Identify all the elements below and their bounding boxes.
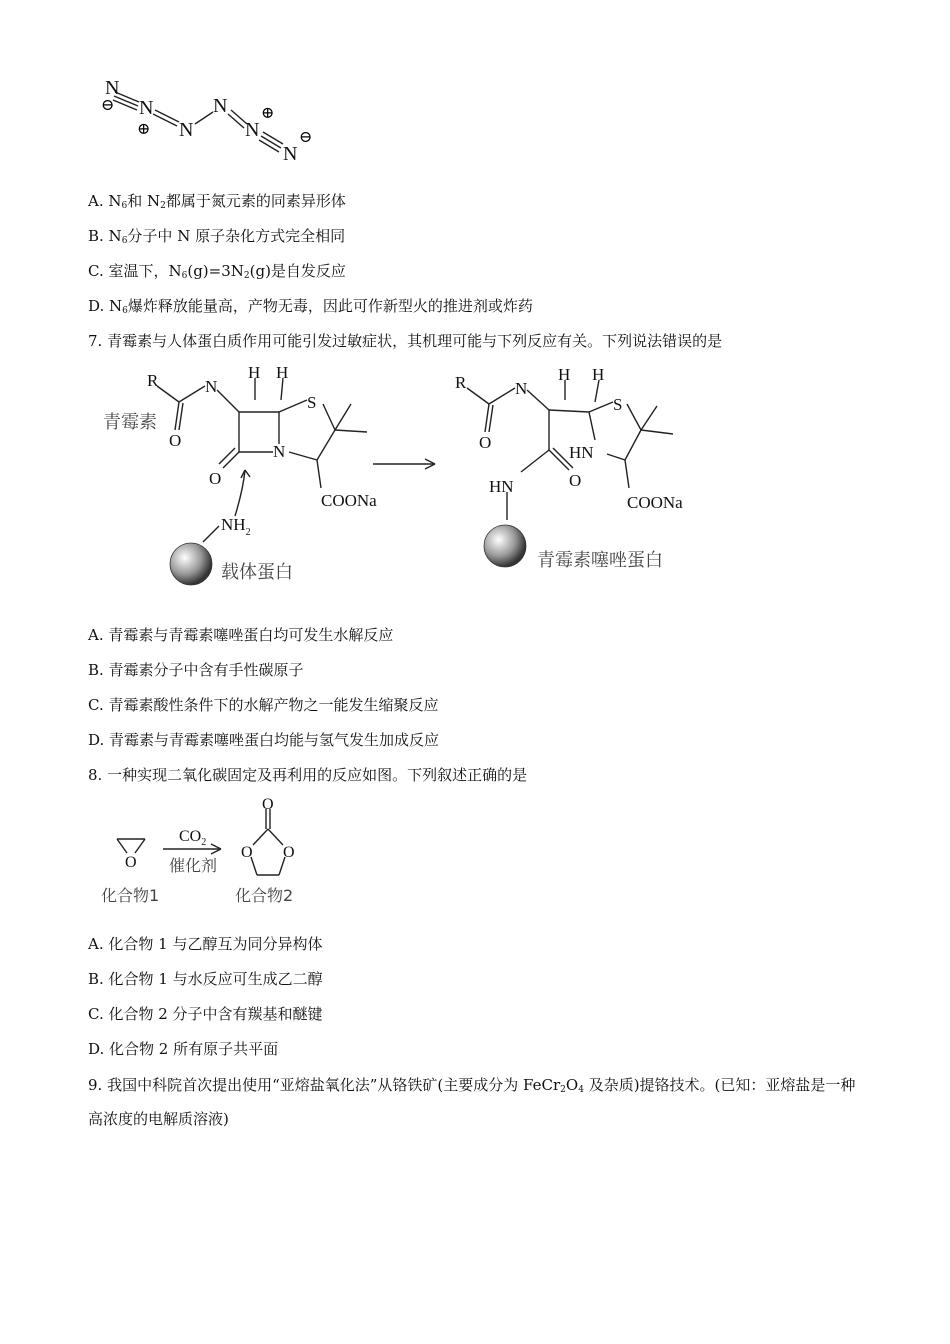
atom-s-left: S: [307, 393, 317, 412]
atom-hn-right: HN: [489, 477, 514, 496]
carrier-protein-ball: [170, 543, 212, 585]
atom-h-right-2: H: [592, 365, 605, 384]
compound2-o-left: O: [241, 844, 253, 861]
product-protein-ball: [484, 525, 526, 567]
atom-r-left: R: [147, 371, 159, 390]
atom-h-right-1: H: [558, 365, 571, 384]
q7-option-d: D. 青霉素与青霉素噻唑蛋白均能与氢气发生加成反应: [88, 731, 440, 749]
q8-option-a: A. 化合物 1 与乙醇互为同分异构体: [88, 935, 323, 953]
atom-n-left: N: [205, 377, 218, 396]
n6-atom-3: N: [179, 119, 194, 141]
q6-option-d: D. $N_6$爆炸释放能量高，产物无毒，因此可作新型火的推进剂或炸药: [88, 297, 533, 316]
compound2-label: 化合物2: [235, 886, 294, 905]
catalyst-label: 催化剂: [169, 856, 218, 875]
n6-atom-1: N: [105, 77, 120, 99]
q7-stem: 7. 青霉素与人体蛋白质作用可能引发过敏症状，其机理可能与下列反应有关。下列说法错误的是: [88, 332, 723, 350]
label-carrier-protein: 载体蛋白: [221, 562, 293, 583]
atom-o-right-2: O: [569, 471, 582, 490]
q7-option-a: A. 青霉素与青霉素噻唑蛋白均可发生水解反应: [88, 626, 394, 644]
n6-atom-4: N: [213, 95, 228, 117]
n6-structure: [95, 70, 335, 170]
penicillin-reaction-figure: [95, 360, 715, 600]
atom-r-right: R: [455, 373, 467, 392]
label-penicillin: 青霉素: [103, 412, 157, 433]
n6-atom-6: N: [283, 143, 298, 165]
n6-atom-2: N: [139, 97, 154, 119]
compound2-o-right: O: [283, 844, 295, 861]
q7-option-c: C. 青霉素酸性条件下的水解产物之一能发生缩聚反应: [88, 696, 439, 714]
label-penicillin-thiazole-protein: 青霉素噻唑蛋白: [537, 550, 663, 571]
q6-option-c: C. 室温下，$N_6(g)=3N_2(g)$是自发反应: [88, 262, 346, 281]
q6-option-b: B. $N_6$分子中 N 原子杂化方式完全相同: [88, 227, 346, 246]
atom-o-left-2: O: [209, 469, 222, 488]
compound1-label: 化合物1: [101, 886, 160, 905]
coona-left: COONa: [321, 491, 377, 510]
atom-o-right-1: O: [479, 433, 492, 452]
q6-option-a: A. $N_6$和 $N_2$都属于氮元素的同素异形体: [88, 192, 346, 211]
q8-option-b: B. 化合物 1 与水反应可生成乙二醇: [88, 970, 323, 988]
n6-atom-5: N: [245, 119, 260, 141]
coona-right: COONa: [627, 493, 683, 512]
charge-plus-1: ⊕: [137, 119, 151, 138]
q9-stem: 9. 我国中科院首次提出使用“亚熔盐氧化法”从铬铁矿(主要成分为 $FeCr_2O_4$ 及杂质)提铬技术。(已知：亚熔盐是一种高浓度的电解质溶液): [88, 1076, 856, 1128]
atom-hn-right-ring: HN: [569, 443, 594, 462]
co2-fixation-figure: [95, 795, 335, 910]
charge-plus-2: ⊕: [261, 103, 275, 122]
q8-stem: 8. 一种实现二氧化碳固定及再利用的反应如图。下列叙述正确的是: [88, 766, 528, 784]
charge-minus-2: ⊖: [299, 127, 313, 146]
reagent-co2: $CO_2$: [179, 828, 207, 848]
q8-option-c: C. 化合物 2 分子中含有羰基和醚键: [88, 1005, 323, 1023]
atom-s-right: S: [613, 395, 623, 414]
atom-h-left-2: H: [276, 363, 289, 382]
atom-o-left-1: O: [169, 431, 182, 450]
compound2-o-top: O: [262, 796, 274, 813]
compound1-o: O: [125, 854, 137, 871]
q8-option-d: D. 化合物 2 所有原子共平面: [88, 1040, 279, 1058]
charge-minus-1: ⊖: [101, 95, 115, 114]
atom-h-left-1: H: [248, 363, 261, 382]
q7-option-b: B. 青霉素分子中含有手性碳原子: [88, 661, 304, 679]
atom-n-left-ring: N: [273, 442, 286, 461]
nh2-label: $NH_2$: [221, 515, 251, 538]
atom-n-right: N: [515, 379, 528, 398]
